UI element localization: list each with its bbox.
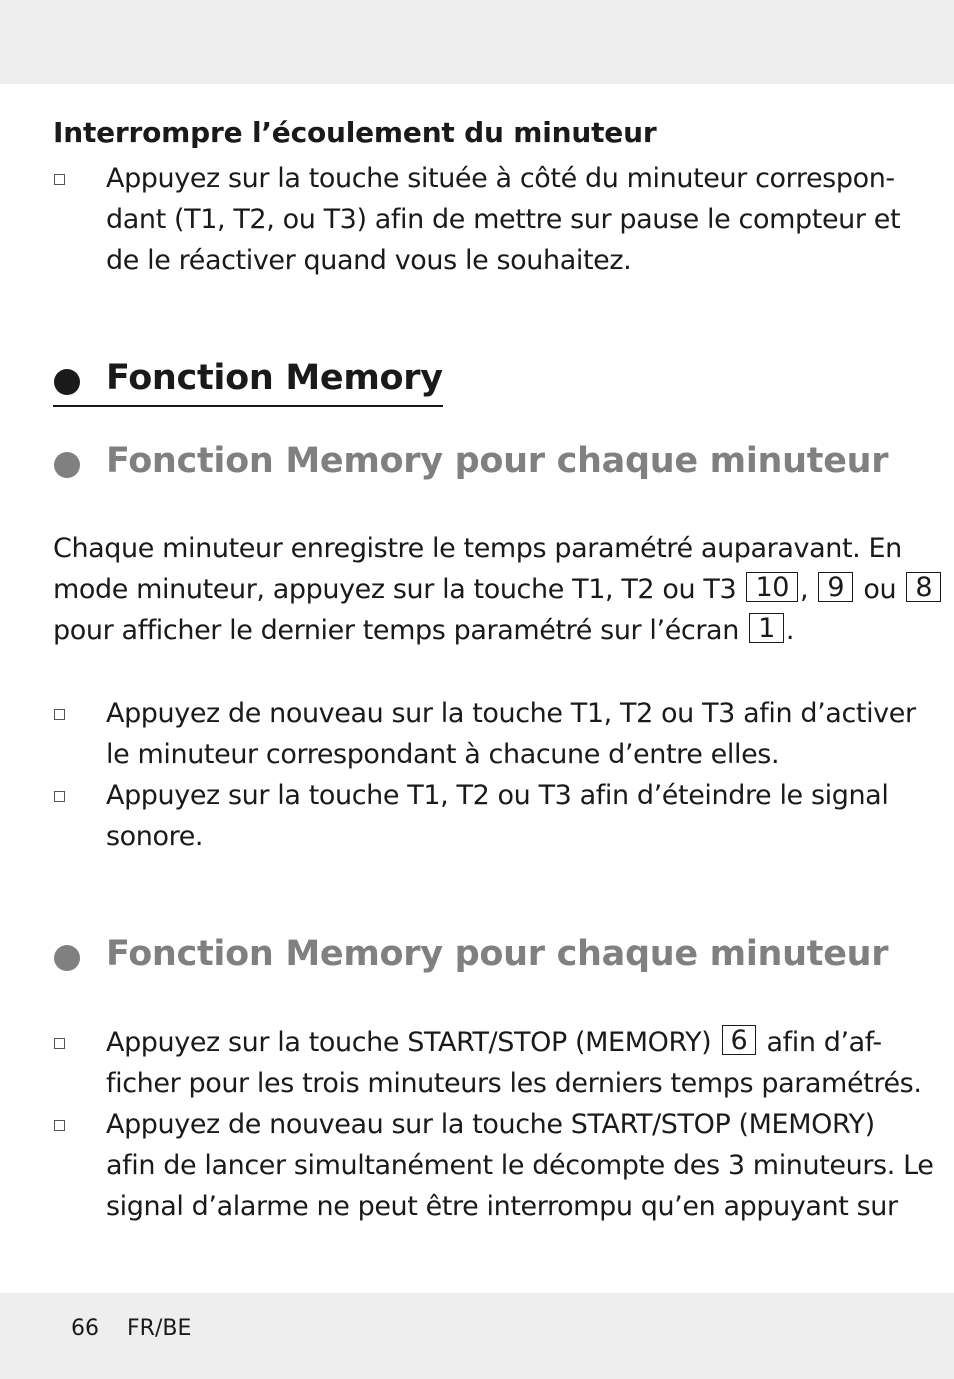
text-line: Appuyez de nouveau sur la touche T1, T2 ou T3 afin d’activer [106,698,916,729]
heading-memory-each-2: Fonction Memory pour chaque minuteur [106,934,889,974]
text-span: Appuyez sur la touche START/STOP (MEMORY) [106,1027,712,1058]
heading-bullet-dot [54,452,80,478]
bullet-marker [54,791,65,802]
text-line: Appuyez sur la touche située à côté du minuteur correspon- [106,163,895,194]
text-line [106,1022,922,1063]
bullet-again-text [106,1104,933,1227]
bullet-activate-text [106,693,916,775]
bullet-start-text [106,1022,922,1104]
subheading-pause: Interrompre l’écoulement du minuteur [53,116,657,149]
bullet-marker [54,709,65,720]
page-header-band [0,0,954,84]
text-span: afin d’af- [766,1027,882,1058]
text-line: signal d’alarme ne peut être interrompu qu’en appuyant sur [106,1191,898,1222]
text-span: ou [863,574,897,605]
text-line [53,569,943,610]
text-line: afin de lancer simultanément le décompte des 3 minuteurs. Le [106,1150,934,1181]
text-line: Appuyez sur la touche T1, T2 ou T3 afin d’éteindre le signal [106,780,889,811]
reference-number-box: 9 [818,572,853,602]
text-line: sonore. [106,821,204,852]
text-line: Chaque minuteur enregistre le temps paramétré auparavant. En [53,533,902,564]
paragraph-memory [53,528,943,651]
reference-number-box: 10 [746,572,798,602]
text-span: . [785,615,795,646]
page-number: 66 [71,1316,99,1341]
bullet-marker [54,174,65,185]
text-span: , [800,574,809,605]
language-label: FR/BE [127,1316,192,1341]
text-line [53,610,943,651]
heading-bullet-dot [54,369,80,395]
heading-underline [53,405,443,407]
text-span: pour afficher le dernier temps paramétré sur l’écran [53,615,739,646]
heading-memory-each: Fonction Memory pour chaque minuteur [106,441,889,481]
heading-memory: Fonction Memory [106,358,443,398]
bullet-marker [54,1038,65,1049]
reference-number-box: 1 [749,613,784,643]
text-line: le minuteur correspondant à chacune d’entre elles. [106,739,780,770]
text-line: ficher pour les trois minuteurs les derniers temps paramétrés. [106,1068,922,1099]
text-span: mode minuteur, appuyez sur la touche T1, T2 ou T3 [53,574,737,605]
text-line: dant (T1, T2, ou T3) afin de mettre sur pause le compteur et [106,204,901,235]
heading-bullet-dot [54,945,80,971]
bullet-silence-text [106,775,888,857]
reference-number-box: 8 [906,572,941,602]
bullet-marker [54,1120,65,1131]
bullet-pause-text [106,158,900,281]
text-line: Appuyez de nouveau sur la touche START/STOP (MEMORY) [106,1109,875,1140]
text-line: de le réactiver quand vous le souhaitez. [106,245,632,276]
reference-number-box: 6 [722,1025,757,1055]
